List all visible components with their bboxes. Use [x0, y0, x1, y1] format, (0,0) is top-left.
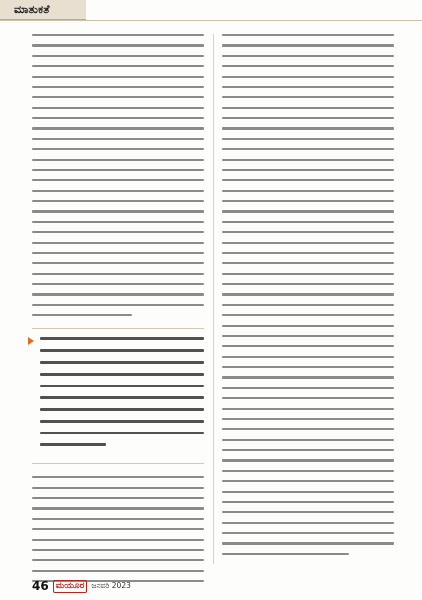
text-line — [32, 293, 204, 295]
text-line — [222, 252, 394, 254]
quote-line — [40, 396, 204, 399]
text-line — [32, 283, 204, 285]
text-line — [222, 127, 394, 129]
text-line — [32, 148, 204, 150]
quote-line — [40, 443, 106, 446]
text-line — [222, 55, 394, 57]
text-line — [222, 107, 394, 109]
text-line — [32, 507, 204, 509]
quote-line — [40, 373, 204, 376]
text-line — [32, 96, 204, 98]
text-line — [32, 169, 204, 171]
text-line — [32, 273, 204, 275]
text-line — [32, 487, 204, 489]
text-line — [222, 449, 394, 451]
text-line — [222, 408, 394, 410]
text-line — [32, 528, 204, 530]
text-line — [222, 169, 394, 171]
pull-quote — [32, 328, 204, 464]
text-line — [222, 397, 394, 399]
text-line — [222, 387, 394, 389]
quote-line — [40, 361, 204, 364]
paragraph-2 — [32, 476, 204, 582]
text-line — [32, 55, 204, 57]
text-line — [222, 273, 394, 275]
text-line — [222, 356, 394, 358]
text-line — [222, 325, 394, 327]
text-line — [222, 470, 394, 472]
text-line — [222, 96, 394, 98]
text-line — [32, 76, 204, 78]
right-column — [222, 34, 394, 563]
text-line — [32, 559, 204, 561]
text-line — [222, 138, 394, 140]
text-line — [32, 518, 204, 520]
text-line — [222, 86, 394, 88]
text-line — [222, 304, 394, 306]
quote-bullet-icon — [28, 337, 34, 345]
text-line — [222, 522, 394, 524]
text-line — [222, 190, 394, 192]
text-line — [32, 570, 204, 572]
header-divider — [0, 20, 422, 21]
text-line — [222, 439, 394, 441]
text-line — [222, 293, 394, 295]
text-line — [222, 491, 394, 493]
magazine-logo: ಮಯೂರ — [53, 580, 88, 593]
text-line — [222, 553, 349, 555]
text-line — [32, 539, 204, 541]
section-label: ಮಾತುಕತೆ — [14, 2, 50, 16]
text-line — [222, 335, 394, 337]
text-line — [32, 221, 204, 223]
text-line — [32, 497, 204, 499]
text-line — [222, 366, 394, 368]
text-line — [222, 262, 394, 264]
text-line — [222, 501, 394, 503]
column-divider — [213, 34, 214, 564]
text-line — [32, 138, 204, 140]
issue-date: ಜನವರಿ 2023 — [91, 581, 131, 590]
text-line — [32, 127, 204, 129]
text-line — [222, 210, 394, 212]
paragraph-3 — [222, 34, 394, 555]
text-line — [32, 210, 204, 212]
text-line — [222, 179, 394, 181]
text-line — [222, 159, 394, 161]
paragraph-1 — [32, 34, 204, 316]
quote-line — [40, 385, 204, 388]
text-line — [32, 159, 204, 161]
page-number: 46 — [32, 579, 49, 593]
text-line — [32, 476, 204, 478]
quote-line — [40, 337, 204, 340]
text-line — [222, 532, 394, 534]
text-line — [222, 542, 394, 544]
text-line — [32, 252, 204, 254]
text-line — [32, 262, 204, 264]
text-line — [222, 65, 394, 67]
text-line — [32, 304, 204, 306]
text-line — [222, 511, 394, 513]
text-line — [32, 190, 204, 192]
left-column — [32, 34, 204, 590]
text-line — [222, 231, 394, 233]
page-footer — [32, 578, 131, 594]
text-line — [32, 179, 204, 181]
text-line — [32, 44, 204, 46]
text-line — [32, 314, 132, 316]
quote-line — [40, 432, 204, 435]
text-line — [32, 86, 204, 88]
quote-line — [40, 420, 204, 423]
text-line — [222, 428, 394, 430]
quote-line — [40, 349, 204, 352]
text-line — [32, 549, 204, 551]
text-line — [222, 117, 394, 119]
text-line — [222, 480, 394, 482]
quote-line — [40, 408, 204, 411]
text-line — [222, 44, 394, 46]
text-line — [32, 65, 204, 67]
text-line — [222, 76, 394, 78]
text-line — [32, 242, 204, 244]
text-line — [222, 314, 394, 316]
text-line — [222, 376, 394, 378]
text-line — [32, 200, 204, 202]
text-line — [32, 117, 204, 119]
text-line — [222, 418, 394, 420]
text-line — [222, 283, 394, 285]
section-tab — [0, 0, 86, 20]
text-line — [222, 34, 394, 36]
text-line — [222, 221, 394, 223]
text-line — [32, 34, 204, 36]
text-line — [222, 242, 394, 244]
text-line — [222, 459, 394, 461]
text-line — [222, 200, 394, 202]
text-line — [32, 107, 204, 109]
text-line — [32, 231, 204, 233]
text-line — [222, 148, 394, 150]
text-line — [222, 345, 394, 347]
